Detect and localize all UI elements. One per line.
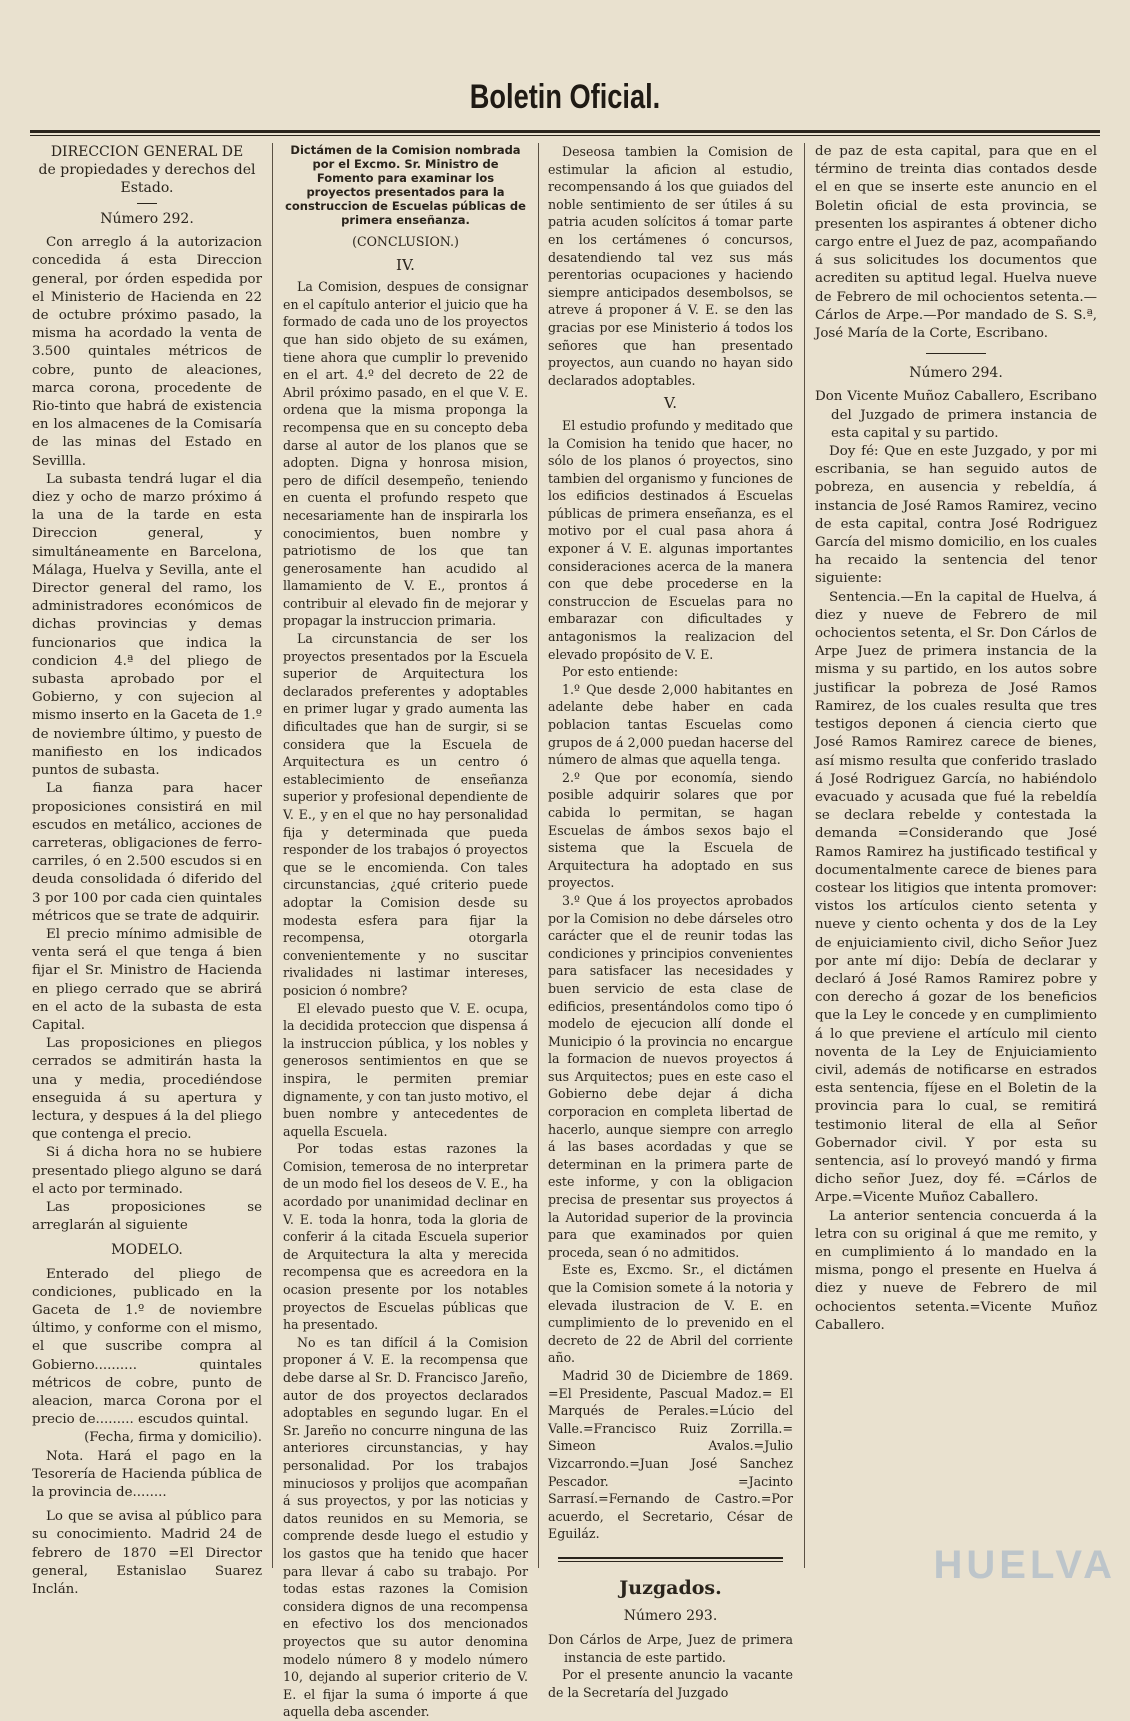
- paragraph: La fianza para hacer proposiciones consistirá en mil escudos en metálico, acciones de carreteras, obligaciones de ferro-carriles, ó en 2.500 escudos si en deuda consolidada ó diferido del 3 por 100 por cada cien quintales métricos que se trate de adquirir.: [32, 781, 262, 924]
- paragraph: Madrid 30 de Diciembre de 1869. =El Presidente, Pascual Madoz.= El Marqués de Perales.=Lúcio del Valle.=Francisco Ruiz Zorrilla.= Simeon Avalos.=Julio Vizcarrondo.=Juan José Sanchez Pescador. =Jacinto Sarrasí.=Fernando de Castro.=Por acuerdo, el Secretario, César de Eguiláz.: [548, 1367, 793, 1542]
- paragraph: El elevado puesto que V. E. ocupa, la decidida proteccion que dispensa á la instruccion pública, y los nobles y generosos sentimientos en que se inspira, le permiten premiar dignamente, y con tan justo motivo, el buen nombre y antecedentes de aquella Escuela.: [283, 1000, 528, 1139]
- col4-number: Número 294.: [909, 365, 1003, 382]
- paragraph: Por todas estas razones la Comision, temerosa de no interpretar de un modo fiel los deseos de V. E., ha acordado por unanimidad declinar en V. E. toda la honra, toda la gloria de conferir á la citada Escuela superior de Arquitectura la alta y merecida recompensa que es acreedora en la ocasion presente por los notables proyectos de Escuelas públicas que ha presentado.: [283, 1141, 528, 1333]
- column-3: [548, 143, 793, 1700]
- escribano-intro: Don Vicente Muñoz Caballero, Escribano del Juzgado de primera instancia de esta capital y su partido.: [815, 389, 1097, 441]
- section-numeral: V.: [664, 394, 677, 413]
- paragraph: Doy fé: Que en este Juzgado, y por mi escribania, se han seguido autos de pobreza, en ausencia y rebeldía, á instancia de José Ramos Ramirez, vecino de esta capital, contra José Rodriguez García del mismo domicilio, en los cuales ha recaido la sentencia del tenor siguiente:: [815, 444, 1097, 587]
- paragraph: No es tan difícil á la Comision proponer á V. E. la recompensa que debe darse al Sr. D. Francisco Jareño, autor de dos proyectos declarados adoptables en segundo lugar. En el Sr. Jareño no concurre ninguna de las anteriores circunstancias, y hay personalidad. Por los trabajos minuciosos y prolijos que acompañan á sus proyectos, y por las noticias y datos reunidos en su Memoria, se comprende desde luego el estudio y los gastos que ha tenido que hacer para llevar á cabo su trabajo. Por todas estas razones la Comision considera dignos de una recompensa en efectivo los dos mencionados proyectos que su autor denomina modelo número 8 y modelo número 10, dejando al superior criterio de V. E. el fijar la suma ó importe á que aquella deba ascender.: [283, 1334, 528, 1720]
- paragraph: El estudio profundo y meditado que la Comision ha tenido que hacer, no sólo de los planos ó proyectos, sino tambien del organismo y funciones de los edificios destinados á Escuelas públicas de primera enseñanza, es el motivo por el cual pasa ahora á exponer á V. E. algunas importantes consideraciones acerca de la manera con que debe procederse en la construccion de Escuelas para no embarazar con dificultades y antagonismos la realizacion del elevado propósito de V. E.: [548, 417, 793, 662]
- paragraph: 1.º Que desde 2,000 habitantes en adelante debe haber en cada poblacion tantas Escuelas como grupos de á 2,000 puedan hacerse del número de almas que aquella tenga.: [548, 681, 793, 768]
- paragraph: Por el presente anuncio la vacante de la Secretaría del Juzgado: [548, 1667, 793, 1700]
- juzgados-title: Juzgados.: [619, 1576, 722, 1599]
- column-2: [283, 143, 528, 1720]
- column-1: [32, 143, 262, 1598]
- paragraph: de paz de esta capital, para que en el término de treinta dias contados desde el en que se inserte este anuncio en el Boletin oficial de esta provincia, se presenten los aspirantes á obtener dicho cargo entre el Juez de paz, acompañando á sus solicitudes los documentos que acrediten su aptitud legal. Huelva nueve de Febrero de mil ochocientos setenta.—Cárlos de Arpe.—Por mandado de S. S.ª, José María de la Corte, Escribano.: [815, 144, 1097, 342]
- masthead-title: Boletin Oficial.: [469, 78, 661, 116]
- section-numeral: IV.: [396, 255, 415, 274]
- judge-intro: Don Cárlos de Arpe, Juez de primera instancia de este partido.: [548, 1632, 793, 1665]
- watermark-logo: HUELVA: [933, 1543, 1116, 1587]
- paragraph: Lo que se avisa al público para su conocimiento. Madrid 24 de febrero de 1870 =El Director general, Estanislao Suarez Inclán.: [32, 1509, 262, 1598]
- modelo-title: MODELO.: [111, 1242, 183, 1259]
- paragraph: La subasta tendrá lugar el dia diez y ocho de marzo próximo á la una de la tarde en esta Direccion general, y simultáneamente en Barcelona, Málaga, Huelva y Sevilla, ante el Director general del ramo, los administradores económicos de dichas provincias y demas funcionarios que indica la condicion 4.ª del pliego de subasta aprobado por el Gobierno, y con sujecion al mismo inserto en la Gaceta de 1.º de noviembre último, y puesto de manifiesto en los indicados puntos de subasta.: [32, 471, 262, 779]
- paragraph: Enterado del pliego de condiciones, publicado en la Gaceta de 1.º de noviembre último, y conforme con el mismo, el que suscribe compra al Gobierno.......... quintales métricos de cobre, punto de aleacion, marca Corona por el precio de......... escudos quintal.: [32, 1266, 262, 1428]
- column-4: [815, 143, 1097, 1573]
- firma-line: (Fecha, firma y domicilio).: [84, 1430, 262, 1446]
- paragraph: Las proposiciones se arreglarán al siguiente: [32, 1199, 262, 1234]
- paragraph: Por esto entiende:: [562, 664, 679, 680]
- conclusion-label: (CONCLUSION.): [352, 234, 459, 249]
- divider: [926, 353, 986, 354]
- paragraph: La circunstancia de ser los proyectos presentados por la Escuela superior de Arquitectura los declarados preferentes y adoptables en primer lugar y grado aumenta las dificultades que han de surgir, si se considera que la Escuela de Arquitectura es un centro ó establecimiento de enseñanza superior y profesional dependiente de V. E., y en el que no hay personalidad fija y determinada que pueda responder de los trabajos ó proyectos que se le encomienda. Con tales circunstancias, ¿qué criterio puede adoptar la Comision desde su modesta esfera para fijar la recompensa, otorgarla convenientemente y no suscitar rivalidades ni lastimar intereses, posicion ó nombre?: [283, 631, 528, 998]
- col1-number: Número 292.: [100, 211, 194, 227]
- paragraph: 3.º Que á los proyectos aprobados por la Comision no debe dárseles otro carácter que el de reunir todas las condiciones y principios convenientes para satisfacer las necesidades y buen servicio de esta clase de edificios, presentándolos como tipo ó modelo de ejecucion allí donde el Municipio ó la provincia no encargue la formacion de nuevos proyectos á sus Arquitectos; pues en este caso el Gobierno debe dejar á dicha corporacion en completa libertad de hacerlo, aunque siempre con arreglo á las bases acordadas y que se determinan en la primera parte de este informe, y con la obligacion precisa de presentar sus proyectos á la Autoridad superior de la provincia para que examinados por quien proceda, sean ó no admitidos.: [548, 892, 793, 1260]
- top-rule: [30, 130, 1100, 133]
- col3-number: Número 293.: [623, 1607, 718, 1624]
- paragraph: Nota. Hará el pago en la Tesorería de Hacienda pública de la provincia de........: [32, 1448, 262, 1501]
- divider: [137, 203, 157, 204]
- column-divider: [538, 143, 539, 1568]
- top-rule-thin: [30, 135, 1100, 136]
- paragraph: Deseosa tambien la Comision de estimular la aficion al estudio, recompensando á los que guiados del noble sentimiento de ser útiles á su patria acuden solícitos á tomar parte en los certámenes ó concursos, desatendiendo tal vez sus más perentorias ocupaciones y haciendo siempre anticipados desembolsos, se atreve á proponer á V. E. se den las gracias por ese Ministerio á todos los señores que han presentado proyectos, aun cuando no hayan sido declarados adoptables.: [548, 144, 793, 388]
- col1-subheading: de propiedades y derechos del Estado.: [38, 162, 256, 196]
- paragraph: Con arreglo á la autorizacion concedida á esta Direccion general, por órden espedida por el Ministerio de Hacienda en 22 de octubre próximo pasado, la misma ha acordado la venta de 3.500 quintales métricos de cobre, punto de aleaciones, marca corona, procedente de Rio-tinto que habrá de existencia en los almacenes de la Comisaría de las minas del Estado en Sevillla.: [32, 235, 262, 469]
- paragraph: Si á dicha hora no se hubiere presentado pliego alguno se dará el acto por terminado.: [32, 1145, 262, 1197]
- col1-heading: DIRECCION GENERAL DE: [50, 144, 244, 160]
- paragraph: El precio mínimo admisible de venta será el que tenga á bien fijar el Sr. Ministro de Hacienda en pliego cerrado que se abrirá en el acto de la subasta de esta Capital.: [32, 926, 262, 1033]
- column-divider: [272, 143, 273, 1568]
- paragraph: 2.º Que por economía, siendo posible adquirir solares que por cabida lo permitan, se hagan Escuelas de ámbos sexos bajo el sistema que la Escuela de Arquitectura ha adoptado en sus proyectos.: [548, 769, 793, 891]
- paragraph: La anterior sentencia concuerda á la letra con su original á que me remito, y en cumplimiento á lo mandado en la misma, pongo el presente en Huelva á diez y nueve de Febrero de mil ochocientos setenta.=Vicente Muñoz Caballero.: [815, 1208, 1097, 1333]
- paragraph: Las proposiciones en pliegos cerrados se admitirán hasta la una y media, procediéndose enseguida á su apertura y lectura, y despues á la del pliego que contenga el precio.: [32, 1036, 262, 1143]
- dictamen-title: Dictámen de la Comision nombrada por el Excmo. Sr. Ministro de Fomento para examinar los proyectos presentados para la construccion de Escuelas públicas de primera enseñanza.: [285, 143, 526, 227]
- paragraph: Este es, Excmo. Sr., el dictámen que la Comision somete á la notoria y elevada ilustracion de V. E. en cumplimiento de lo prevenido en el decreto de 22 de Abril del corriente año.: [548, 1262, 793, 1366]
- section-rule: [558, 1557, 783, 1562]
- column-divider: [804, 143, 805, 1568]
- paragraph: Sentencia.—En la capital de Huelva, á diez y nueve de Febrero de mil ochocientos setenta, el Sr. Don Cárlos de Arpe Juez de primera instancia de la misma y su partido, en los autos sobre justificar la pobreza de José Ramos Ramirez, de los cuales resulta que tres testigos deponen á ciencia cierto que José Ramos Ramirez carece de bienes, así mismo resulta que conferido traslado á José Rodriguez García, no habiéndolo evacuado y acusada que fué la rebeldía se declara rebelde y contestada la demanda =Considerando que José Ramos Ramirez ha justificado testifical y documentalmente carece de bienes para costear los litigios que intenta promover: vistos los artículos ciento setenta y nueve y ciento ochenta y dos de la Ley de enjuiciamiento civil, dicho Señor Juez por ante mí dijo: Debía de declarar y declaró á José Ramos Ramirez pobre y con derecho á gozar de los beneficios que la Ley le concede y en cumplimiento á lo que previene el artículo mil ciento noventa de la Ley de Enjuiciamiento civil, además de notificarse en estrados esta sentencia, fíjese en el Boletin de la provincia para lo cual, se remitirá testimonio literal de ella al Señor Gobernador civil. Y por esta su sentencia, así lo proveyó mandó y firma dicho señor Juez, doy fé. =Cárlos de Arpe.=Vicente Muñoz Caballero.: [815, 589, 1097, 1206]
- paragraph: La Comision, despues de consignar en el capítulo anterior el juicio que ha formado de cada uno de los proyectos que han sido objeto de su exámen, tiene ahora que cumplir lo prevenido en el art. 4.º del decreto de 22 de Abril próximo pasado, en el que V. E. ordena que la misma proponga la recompensa que en su concepto deba darse al autor de los planos que se adopten. Digna y honrosa mision, pero de difícil desempeño, teniendo en cuenta el profundo respeto que necesariamente han de inspirarla los conocimientos, buen nombre y patriotismo de los que tan generosamente han acudido al llamamiento de V. E., prontos á contribuir al elevado fin de mejorar y propagar la instruccion primaria.: [283, 279, 528, 629]
